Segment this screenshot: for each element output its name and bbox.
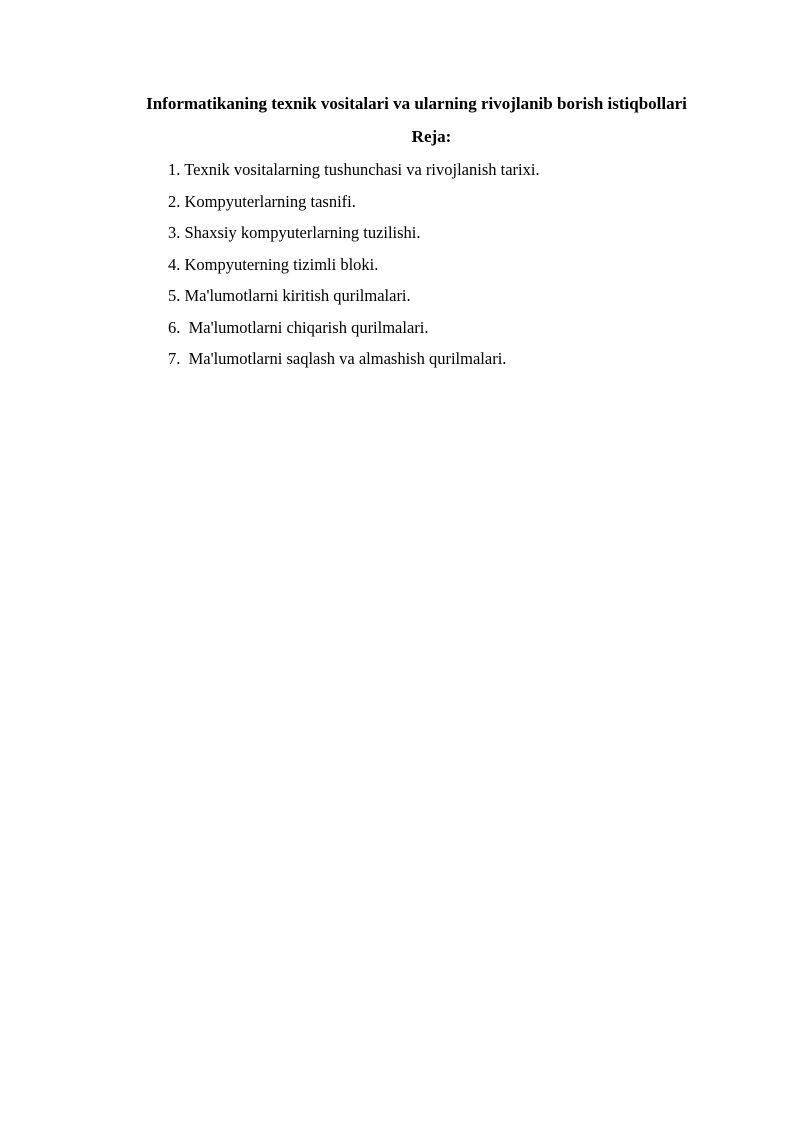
plan-item: 1. Texnik vositalarning tushunchasi va rivojlanish tarixi.: [168, 160, 540, 179]
plan-item: 5. Ma'lumotlarni kiritish qurilmalari.: [168, 286, 411, 305]
plan-item: 2. Kompyuterlarning tasnifi.: [168, 191, 356, 211]
plan-heading: Reja:: [411, 127, 452, 146]
plan-list: [168, 158, 540, 379]
document-title: Informatikaning texnik vositalari va ularning rivojlanib borish istiqbollari: [146, 94, 687, 113]
plan-item: 3. Shaxsiy kompyuterlarning tuzilishi.: [168, 223, 421, 242]
plan-item: 6. Ma'lumotlarni chiqarish qurilmalari.: [168, 317, 429, 337]
plan-item: 7. Ma'lumotlarni saqlash va almashish qurilmalari.: [168, 349, 507, 368]
plan-item: 4. Kompyuterning tizimli bloki.: [168, 254, 379, 274]
